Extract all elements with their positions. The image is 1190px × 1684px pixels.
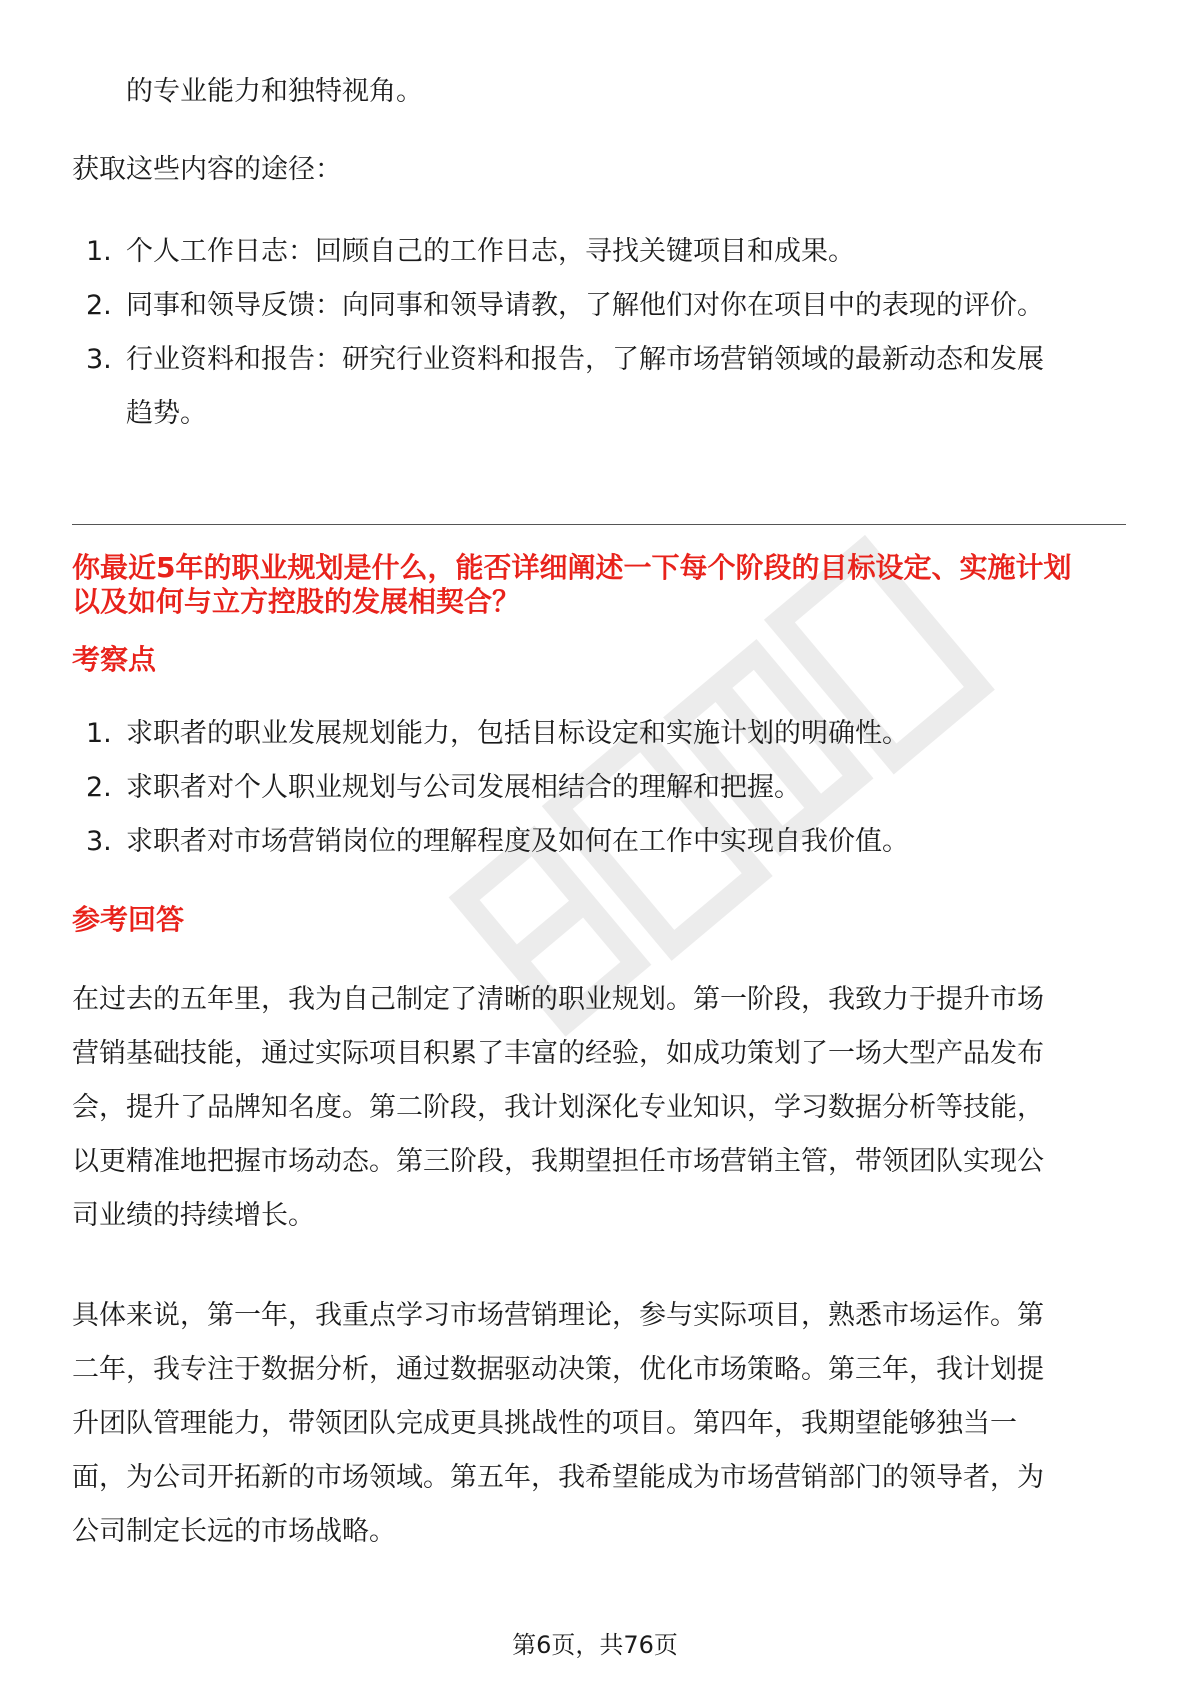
paragraph-line: 具体来说，第一年，我重点学习市场营销理论，参与实际项目，熟悉市场运作。第 [72,1300,1044,1331]
sources-heading: 获取这些内容的途径： [72,154,342,185]
list-item-text-continuation: 趋势。 [126,398,207,429]
list-item-number: 3. [86,826,112,857]
paragraph-line: 司业绩的持续增长。 [72,1200,315,1231]
list-item-number: 1. [86,236,112,267]
intro-continuation: 的专业能力和独特视角。 [126,76,423,107]
assessment-heading: 考察点 [72,643,157,676]
list-item-number: 1. [86,718,112,749]
list-item-text: 个人工作日志：回顾自己的工作日志，寻找关键项目和成果。 [126,236,855,267]
paragraph-line: 以更精准地把握市场动态。第三阶段，我期望担任市场营销主管，带领团队实现公 [72,1146,1044,1177]
paragraph-line: 营销基础技能，通过实际项目积累了丰富的经验，如成功策划了一场大型产品发布 [72,1038,1044,1069]
paragraph-line: 公司制定长远的市场战略。 [72,1516,396,1547]
page-number: 第6页，共76页 [512,1631,678,1659]
answer-heading: 参考回答 [72,903,185,936]
paragraph-line: 会，提升了品牌知名度。第二阶段，我计划深化专业知识，学习数据分析等技能， [72,1092,1044,1123]
list-item-text: 行业资料和报告：研究行业资料和报告，了解市场营销领域的最新动态和发展 [126,344,1044,375]
paragraph-line: 在过去的五年里，我为自己制定了清晰的职业规划。第一阶段，我致力于提升市场 [72,984,1044,1015]
list-item-text: 求职者对市场营销岗位的理解程度及如何在工作中实现自我价值。 [126,826,909,857]
paragraph-line: 二年，我专注于数据分析，通过数据驱动决策，优化市场策略。第三年，我计划提 [72,1354,1044,1385]
list-item-number: 2. [86,772,112,803]
question-line: 以及如何与立方控股的发展相契合？ [72,585,521,618]
section-divider [72,524,1126,525]
paragraph-line: 升团队管理能力，带领团队完成更具挑战性的项目。第四年，我期望能够独当一 [72,1408,1017,1439]
list-item-text: 求职者的职业发展规划能力，包括目标设定和实施计划的明确性。 [126,718,909,749]
list-item-number: 3. [86,344,112,375]
question-line: 你最近5年的职业规划是什么，能否详细阐述一下每个阶段的目标设定、实施计划 [72,551,1072,584]
list-item-text: 求职者对个人职业规划与公司发展相结合的理解和把握。 [126,772,801,803]
list-item-number: 2. [86,290,112,321]
list-item-text: 同事和领导反馈：向同事和领导请教，了解他们对你在项目中的表现的评价。 [126,290,1044,321]
paragraph-line: 面，为公司开拓新的市场领域。第五年，我希望能成为市场营销部门的领导者，为 [72,1462,1044,1493]
